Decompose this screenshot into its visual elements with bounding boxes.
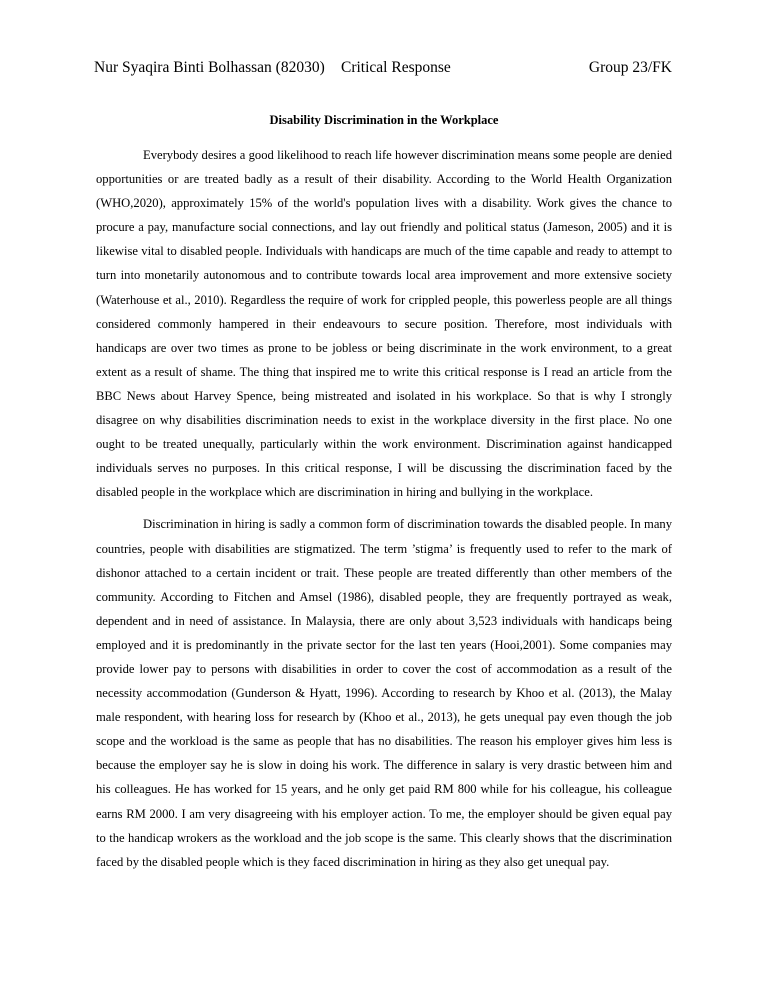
paragraph-hiring-discrimination: Discrimination in hiring is sadly a common form of discrimination towards the disabled people. In many countries, people with disabilities are stigmatized. The term ’stigma’ is frequently used to refer to the mark of dishonor attached to a certain incident or trait. These people are treated differently than other members of the community. According to Fitchen and Amsel (1986), disabled people, they are frequently portrayed as weak, dependent and in need of assistance. In Malaysia, there are only about 3,523 individuals with handicaps being employed and it is predominantly in the private sector for the last ten years (Hooi,2001). Some companies may provide lower pay to persons with disabilities in order to cover the cost of accommodation as a result of the necessity accommodation (Gunderson & Hyatt, 1996). According to research by Khoo et al. (2013), the Malay male respondent, with hearing loss for research by (Khoo et al., 2013), he gets unequal pay even though the job scope and the workload is the same as people that has no disabilities. The reason his employer gives him less is because the employer say he is slow in doing his work. The difference in salary is very drastic between him and his colleagues. He has worked for 15 years, and he only get paid RM 800 while for his colleague, his colleague earns RM 2000. I am very disagreeing with his employer action. To me, the employer should be given equal pay to the handicap wrokers as the workload and the job scope is the same. This clearly shows that the discrimination faced by the disabled people which is they faced discrimination in hiring as they also get unequal pay. xyxy=(96,517,672,869)
document-body xyxy=(96,143,672,874)
header-document-type: Critical Response xyxy=(341,59,451,76)
page-header xyxy=(94,57,672,79)
header-group: Group 23/FK xyxy=(588,59,672,76)
header-author: Nur Syaqira Binti Bolhassan (82030) xyxy=(94,59,325,76)
document-title: Disability Discrimination in the Workplace xyxy=(269,113,499,127)
paragraph-introduction: Everybody desires a good likelihood to reach life however discrimination means some people are denied opportunities or are treated badly as a result of their disability. According to the World Health Organization (WHO,2020), approximately 15% of the world's population lives with a disability. Work gives the chance to procure a pay, manufacture social connections, and lay out friendly and political status (Jameson, 2005) and it is likewise vital to disabled people. Individuals with handicaps are much of the time capable and ready to attempt to turn into monetarily autonomous and to contribute towards local area improvement and more extensive society (Waterhouse et al., 2010). Regardless the require of work for crippled people, this powerless people are all things considered commonly hampered in their endeavours to secure position. Therefore, most individuals with handicaps are over two times as prone to be jobless or being discriminate in the work environment, to a great extent as a result of shame. The thing that inspired me to write this critical response is I read an article from the BBC News about Harvey Spence, being mistreated and isolated in his workplace. So that is why I strongly disagree on why disabilities discrimination needs to exist in the workplace diversity in the first place. No one ought to be treated unequally, particularly within the work environment. Discrimination against handicapped individuals serves no purposes. In this critical response, I will be discussing the discrimination faced by the disabled people in the workplace which are discrimination in hiring and bullying in the workplace. xyxy=(96,148,672,500)
